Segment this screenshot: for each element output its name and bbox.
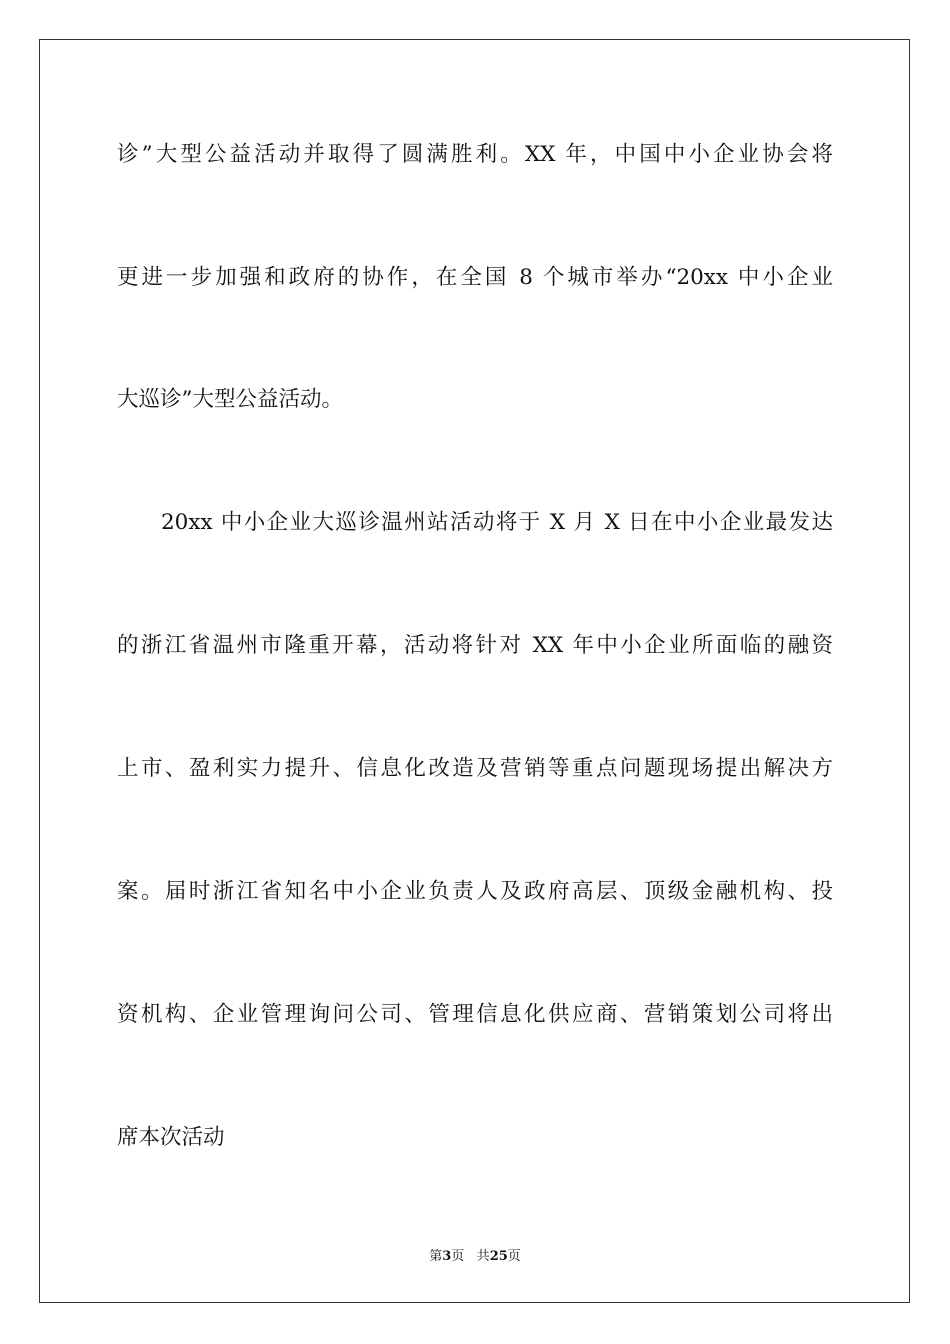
text-line: 资机构、企业管理询问公司、管理信息化供应商、营销策划公司将出 (117, 1002, 833, 1027)
footer-prefix: 第 (429, 1249, 443, 1264)
paragraph-first-line: 20xx 中小企业大巡诊温州站活动将于 X 月 X 日在中小企业最发达 (161, 510, 833, 535)
text-line: 的浙江省温州市隆重开幕，活动将针对 XX 年中小企业所面临的融资 (117, 633, 833, 658)
text-line: 席本次活动 (117, 1125, 225, 1150)
page-number: 3 (442, 1249, 452, 1264)
footer-total-prefix: 共 (476, 1249, 490, 1264)
footer-total-suffix: 页 (507, 1249, 521, 1264)
page-footer (0, 1249, 950, 1265)
page-border (39, 39, 910, 1303)
text-line: 大巡诊”大型公益活动。 (117, 387, 343, 412)
text-line: 诊”大型公益活动并取得了圆满胜利。XX 年，中国中小企业协会将 (117, 142, 833, 167)
text-line: 更进一步加强和政府的协作，在全国 8 个城市举办“20xx 中小企业 (117, 265, 833, 290)
text-line: 上市、盈利实力提升、信息化改造及营销等重点问题现场提出解决方 (117, 756, 833, 781)
total-pages: 25 (489, 1249, 508, 1264)
text-line: 案。届时浙江省知名中小企业负责人及政府高层、顶级金融机构、投 (117, 879, 833, 904)
footer-page-suffix: 页 (451, 1249, 465, 1264)
